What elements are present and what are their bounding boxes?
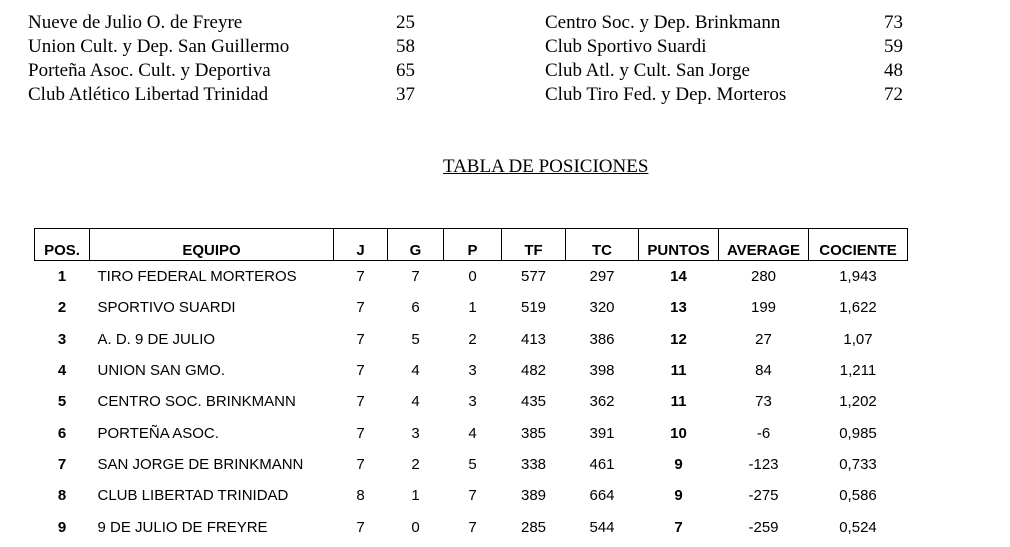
table-row xyxy=(35,511,908,542)
cell-ratio: 0,985 xyxy=(839,424,877,442)
cell-average: -6 xyxy=(756,424,771,442)
cell-pos: 7 xyxy=(57,455,67,473)
cell-points-against: 386 xyxy=(589,330,615,348)
header-points: PUNTOS xyxy=(639,229,719,261)
away-score: 73 xyxy=(884,12,903,33)
table-row xyxy=(35,261,908,293)
table-header-row xyxy=(35,229,908,261)
result-row xyxy=(0,35,1010,59)
cell-team: SAN JORGE DE BRINKMANN xyxy=(97,455,304,473)
header-lost: P xyxy=(444,229,502,261)
cell-lost: 1 xyxy=(468,299,477,317)
cell-average: 84 xyxy=(755,362,772,380)
table-row xyxy=(35,417,908,448)
cell-points: 9 xyxy=(674,455,683,473)
cell-played: 7 xyxy=(356,299,365,317)
cell-pos: 5 xyxy=(57,393,67,411)
cell-pos: 2 xyxy=(57,299,67,317)
header-points-against: TC xyxy=(566,229,639,261)
cell-points-for: 385 xyxy=(520,424,547,442)
cell-lost: 2 xyxy=(468,330,477,348)
cell-played: 7 xyxy=(356,424,365,442)
cell-ratio: 0,586 xyxy=(839,487,877,505)
home-score: 37 xyxy=(396,84,415,105)
cell-points: 13 xyxy=(670,299,687,317)
cell-points-against: 320 xyxy=(589,299,615,317)
header-won: G xyxy=(388,229,444,261)
away-score: 72 xyxy=(884,84,903,105)
cell-average: 199 xyxy=(750,299,777,317)
cell-won: 4 xyxy=(411,393,420,411)
cell-pos: 8 xyxy=(57,487,67,505)
cell-team: A. D. 9 DE JULIO xyxy=(97,330,216,348)
cell-played: 7 xyxy=(356,393,365,411)
cell-points-for: 413 xyxy=(520,330,547,348)
table-row xyxy=(35,324,908,355)
cell-team: CLUB LIBERTAD TRINIDAD xyxy=(97,487,289,505)
cell-pos: 6 xyxy=(57,424,67,442)
cell-won: 4 xyxy=(411,362,420,380)
header-ratio: COCIENTE xyxy=(809,229,908,261)
table-row xyxy=(35,480,908,511)
away-team: Club Sportivo Suardi xyxy=(545,36,707,57)
home-team: Nueve de Julio O. de Freyre xyxy=(28,12,243,33)
away-team: Club Tiro Fed. y Dep. Morteros xyxy=(545,84,787,105)
away-team: Centro Soc. y Dep. Brinkmann xyxy=(545,12,781,33)
cell-lost: 0 xyxy=(468,268,477,286)
cell-played: 7 xyxy=(356,518,365,536)
cell-points-against: 664 xyxy=(589,487,615,505)
standings-table xyxy=(34,228,908,543)
cell-points-for: 482 xyxy=(520,362,547,380)
cell-won: 7 xyxy=(411,268,420,286)
away-team: Club Atl. y Cult. San Jorge xyxy=(545,60,750,81)
cell-points: 9 xyxy=(674,487,683,505)
match-results xyxy=(0,11,1010,107)
cell-points: 11 xyxy=(670,362,687,380)
cell-won: 5 xyxy=(411,330,420,348)
table-row xyxy=(35,386,908,417)
cell-pos: 3 xyxy=(57,330,67,348)
cell-lost: 4 xyxy=(468,424,477,442)
cell-ratio: 1,202 xyxy=(839,393,877,411)
cell-points-for: 338 xyxy=(520,455,547,473)
cell-points-against: 297 xyxy=(589,268,615,286)
cell-average: -275 xyxy=(748,487,779,505)
cell-team: 9 DE JULIO DE FREYRE xyxy=(97,518,268,536)
header-points-for: TF xyxy=(502,229,566,261)
cell-team: SPORTIVO SUARDI xyxy=(97,299,236,317)
cell-ratio: 0,524 xyxy=(839,518,877,536)
away-score: 59 xyxy=(884,36,903,57)
cell-points: 14 xyxy=(670,268,687,286)
cell-points: 7 xyxy=(674,518,683,536)
result-row xyxy=(0,59,1010,83)
cell-points: 10 xyxy=(670,424,687,442)
cell-lost: 3 xyxy=(468,362,477,380)
cell-played: 7 xyxy=(356,362,365,380)
table-row xyxy=(35,355,908,386)
cell-ratio: 0,733 xyxy=(839,455,877,473)
home-score: 25 xyxy=(396,12,415,33)
cell-ratio: 1,07 xyxy=(843,330,873,348)
cell-points-against: 461 xyxy=(589,455,615,473)
cell-points-for: 577 xyxy=(520,268,547,286)
cell-ratio: 1,622 xyxy=(839,299,877,317)
cell-points: 12 xyxy=(670,330,687,348)
cell-team: CENTRO SOC. BRINKMANN xyxy=(97,393,296,411)
cell-team: UNION SAN GMO. xyxy=(97,362,226,380)
home-team: Club Atlético Libertad Trinidad xyxy=(28,84,269,105)
table-row xyxy=(35,449,908,480)
cell-pos: 1 xyxy=(57,268,67,286)
cell-points-against: 391 xyxy=(589,424,615,442)
cell-points-against: 544 xyxy=(589,518,615,536)
cell-won: 3 xyxy=(411,424,420,442)
home-team: Union Cult. y Dep. San Guillermo xyxy=(28,36,290,57)
home-score: 65 xyxy=(396,60,415,81)
cell-played: 7 xyxy=(356,330,365,348)
cell-average: 27 xyxy=(755,330,772,348)
header-played: J xyxy=(334,229,388,261)
cell-team: TIRO FEDERAL MORTEROS xyxy=(97,268,297,286)
header-average: AVERAGE xyxy=(719,229,809,261)
cell-won: 6 xyxy=(411,299,420,317)
cell-won: 1 xyxy=(411,487,420,505)
cell-team: PORTEÑA ASOC. xyxy=(97,424,219,442)
cell-pos: 4 xyxy=(57,362,67,380)
cell-played: 8 xyxy=(356,487,365,505)
cell-lost: 7 xyxy=(468,487,477,505)
cell-played: 7 xyxy=(356,268,365,286)
cell-pos: 9 xyxy=(57,518,67,536)
home-team: Porteña Asoc. Cult. y Deportiva xyxy=(28,60,271,81)
cell-ratio: 1,211 xyxy=(839,362,877,380)
cell-points-for: 519 xyxy=(520,299,547,317)
header-pos: POS. xyxy=(35,229,90,261)
cell-lost: 3 xyxy=(468,393,477,411)
cell-lost: 7 xyxy=(468,518,477,536)
cell-ratio: 1,943 xyxy=(839,268,877,286)
result-row xyxy=(0,11,1010,35)
cell-points-for: 389 xyxy=(520,487,547,505)
cell-points: 11 xyxy=(670,393,687,411)
cell-lost: 5 xyxy=(468,455,477,473)
home-score: 58 xyxy=(396,36,415,57)
cell-won: 0 xyxy=(411,518,420,536)
standings-title: TABLA DE POSICIONES xyxy=(443,156,649,177)
cell-points-for: 285 xyxy=(520,518,547,536)
cell-average: 280 xyxy=(750,268,777,286)
away-score: 48 xyxy=(884,60,903,81)
result-row xyxy=(0,83,1010,107)
cell-played: 7 xyxy=(356,455,365,473)
cell-average: -259 xyxy=(748,518,779,536)
cell-points-against: 362 xyxy=(589,393,615,411)
table-row xyxy=(35,292,908,323)
header-team: EQUIPO xyxy=(90,229,334,261)
cell-average: -123 xyxy=(748,455,779,473)
cell-average: 73 xyxy=(755,393,772,411)
cell-won: 2 xyxy=(411,455,420,473)
cell-points-against: 398 xyxy=(589,362,615,380)
cell-points-for: 435 xyxy=(520,393,547,411)
